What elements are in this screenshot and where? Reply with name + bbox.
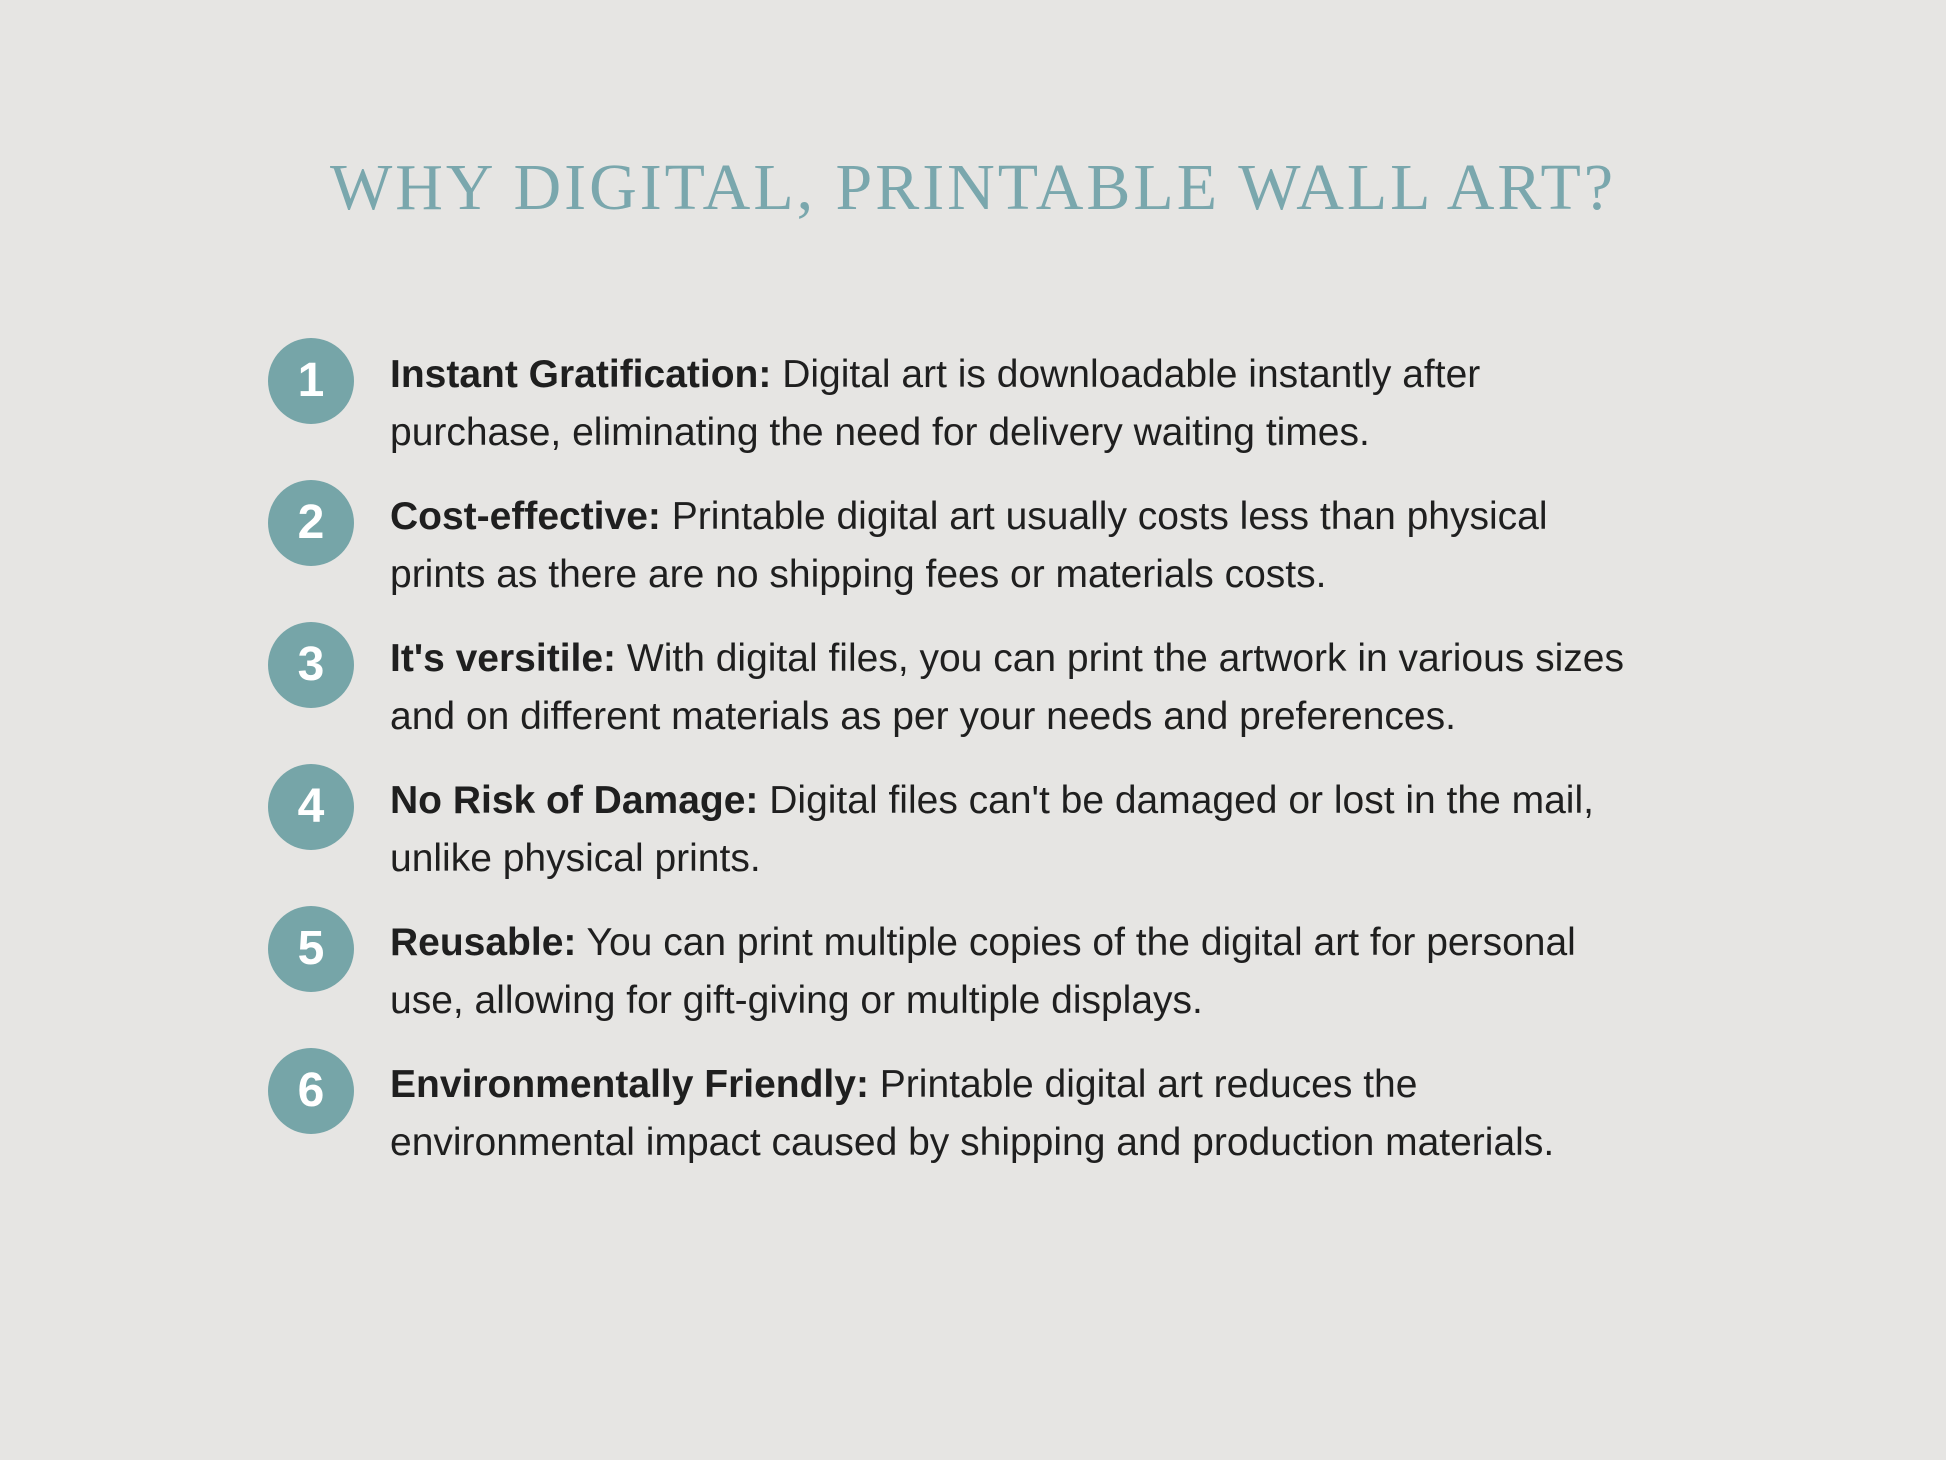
item-lead: It's versitile: — [390, 636, 617, 680]
item-number-badge — [268, 906, 354, 992]
item-number-badge — [268, 764, 354, 850]
item-body: Printable digital art usually costs less than physical prints as there are no shipping fees or materials costs. — [390, 494, 1548, 596]
list-item — [268, 488, 1646, 604]
item-number: 3 — [297, 637, 325, 691]
item-body: Digital files can't be damaged or lost in the mail, unlike physical prints. — [390, 778, 1594, 880]
item-number-badge — [268, 480, 354, 566]
list-item — [268, 346, 1646, 462]
item-number: 6 — [297, 1063, 325, 1117]
list-item — [268, 914, 1646, 1030]
list-item — [268, 1056, 1646, 1172]
item-text — [390, 772, 1646, 888]
item-lead: Cost-effective: — [390, 494, 661, 538]
item-number: 5 — [297, 921, 325, 975]
item-text — [390, 488, 1646, 604]
item-text — [390, 1056, 1646, 1172]
item-number: 1 — [297, 353, 325, 407]
benefits-list — [268, 346, 1646, 1172]
item-lead: Reusable: — [390, 920, 577, 964]
item-body: You can print multiple copies of the digital art for personal use, allowing for gift-giving or multiple displays. — [390, 920, 1576, 1022]
item-number-badge — [268, 1048, 354, 1134]
item-text — [390, 630, 1646, 746]
item-lead: Environmentally Friendly: — [390, 1062, 869, 1106]
list-item — [268, 772, 1646, 888]
page-title: WHY DIGITAL, PRINTABLE WALL ART? — [329, 151, 1617, 224]
item-text — [390, 346, 1646, 462]
item-body: Digital art is downloadable instantly after purchase, eliminating the need for delivery waiting times. — [390, 352, 1481, 454]
item-number-badge — [268, 622, 354, 708]
item-body: Printable digital art reduces the environmental impact caused by shipping and production materials. — [390, 1062, 1555, 1164]
item-body: With digital files, you can print the artwork in various sizes and on different materials as per your needs and preferences. — [390, 636, 1624, 738]
item-number: 2 — [297, 495, 325, 549]
item-lead: No Risk of Damage: — [390, 778, 759, 822]
item-text — [390, 914, 1646, 1030]
item-number-badge — [268, 338, 354, 424]
list-item — [268, 630, 1646, 746]
item-lead: Instant Gratification: — [390, 352, 772, 396]
item-number: 4 — [297, 779, 325, 833]
